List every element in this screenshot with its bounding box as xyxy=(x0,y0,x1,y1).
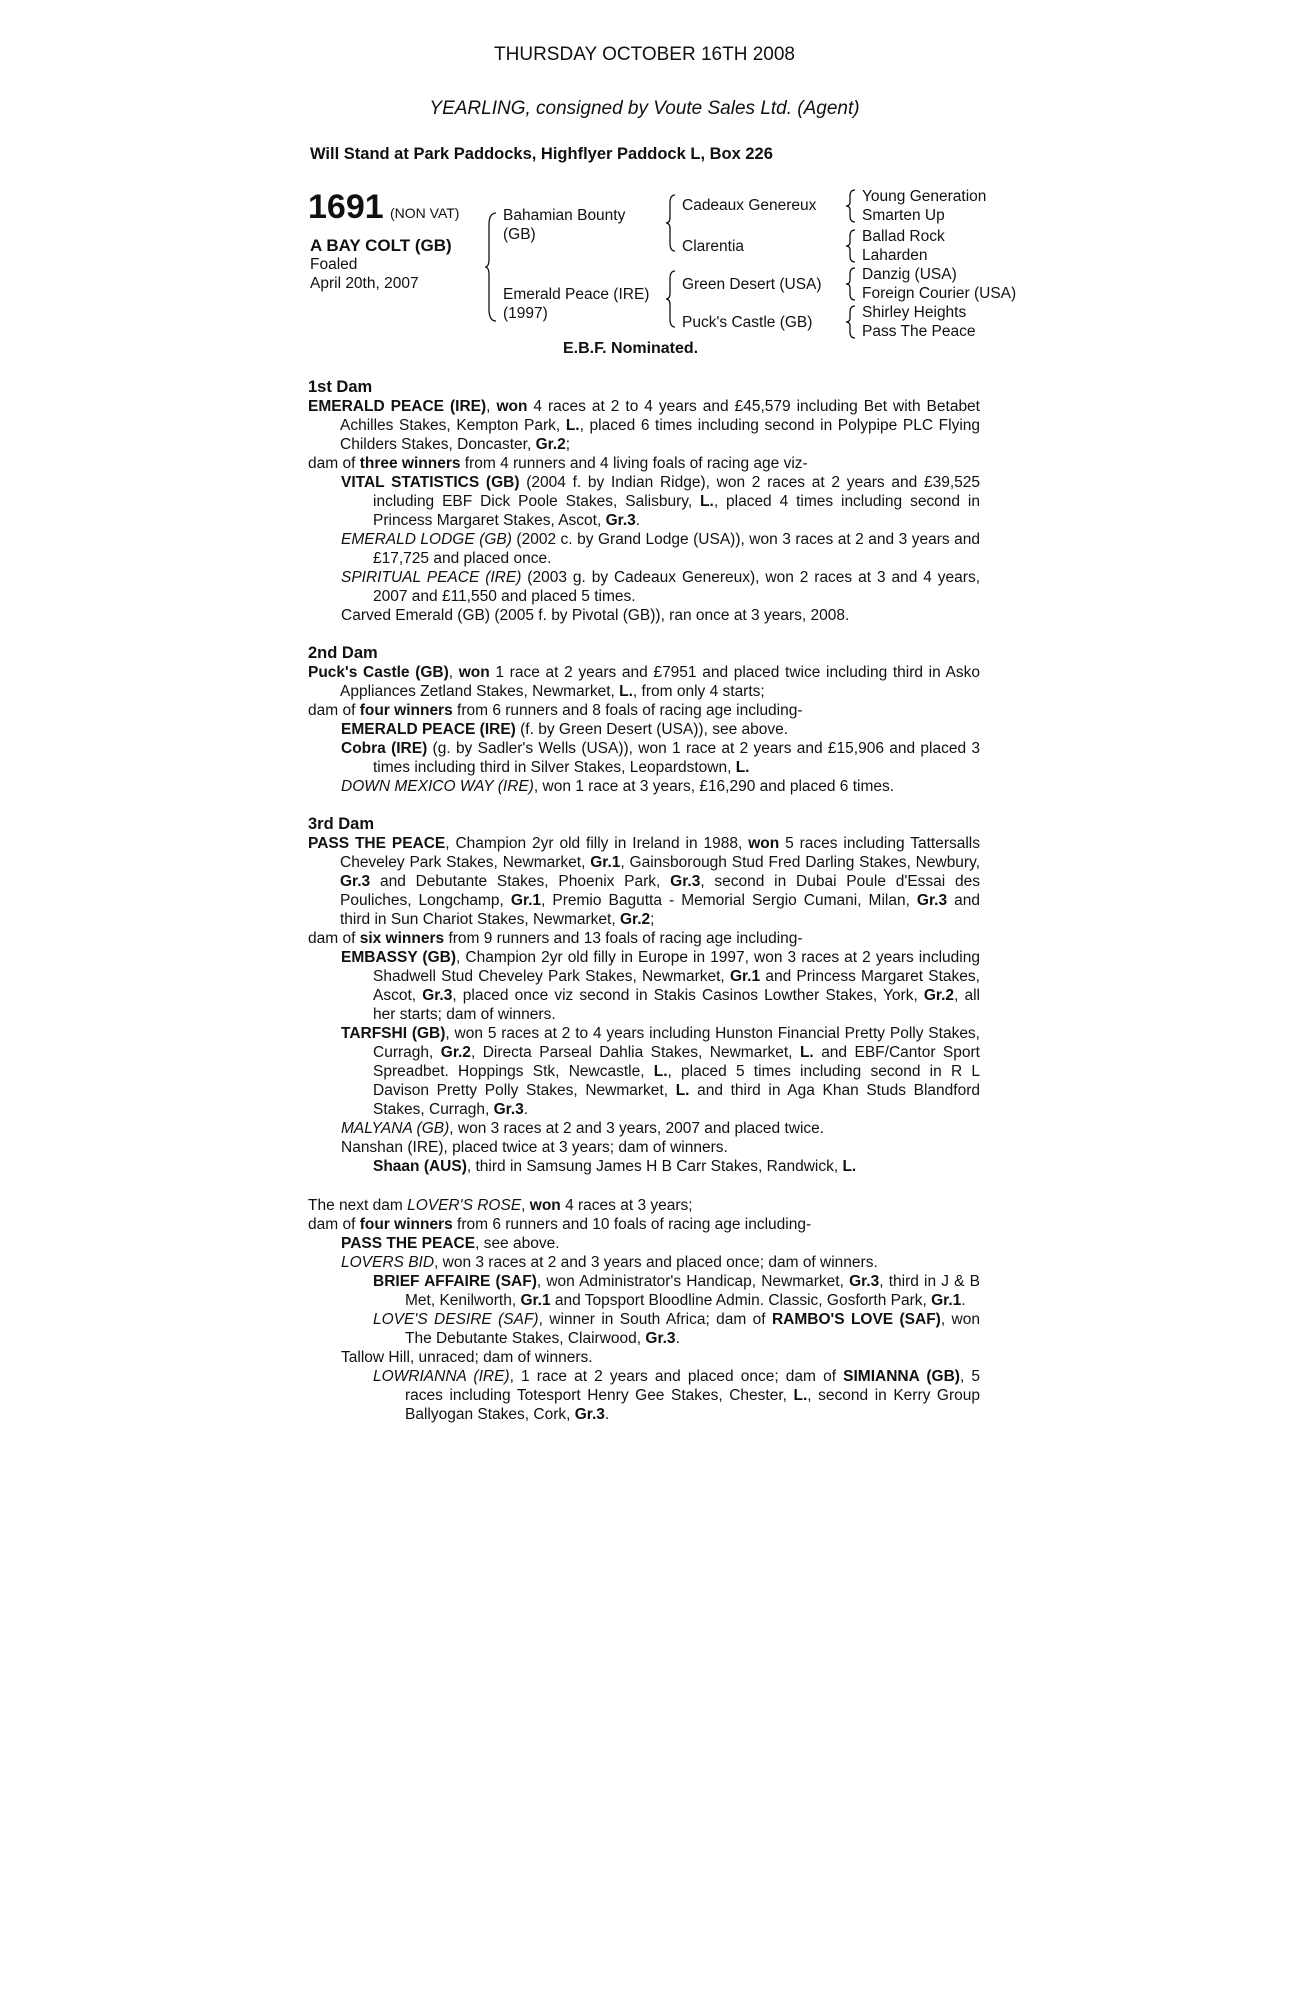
text-run: , third in Samsung James H B Carr Stakes, Randwick, xyxy=(466,1158,843,1175)
bold-text-run: SIMIANNA (GB) xyxy=(843,1368,960,1385)
text-run: dam of xyxy=(308,930,360,947)
bold-text-run: VITAL STATISTICS (GB) xyxy=(341,474,520,491)
bold-text-run: PASS THE PEACE xyxy=(308,835,446,852)
text-run: , xyxy=(521,1197,530,1214)
third-dam-heading: 3rd Dam xyxy=(308,815,375,833)
text-run: 4 races at 2 to 4 years and £45,579 including Bet with Betabet Achilles Stakes, Kempton Park, xyxy=(340,398,980,434)
text-run: from 9 runners and 13 foals of racing age including- xyxy=(444,930,803,947)
text-run: , placed 6 times including second in Polypipe PLC Flying Childers Stakes, Doncaster, xyxy=(340,417,981,453)
bold-text-run: L. xyxy=(842,1158,857,1175)
text-run: , placed 4 times including second in Princess Margaret Stakes, Ascot, xyxy=(373,493,980,529)
third-dam-produce-summary xyxy=(308,929,980,948)
bold-text-run: TARFSHI (GB) xyxy=(341,1025,446,1042)
second-dam-section xyxy=(308,644,980,796)
italic-text-run: LOVER'S ROSE xyxy=(407,1197,522,1214)
text-run: and EBF/Cantor Sport Spreadbet. Hoppings Stk, Newcastle, xyxy=(373,1044,980,1080)
text-run: . xyxy=(675,1330,680,1347)
bold-text-run: L. xyxy=(793,1387,808,1404)
bold-text-run: won xyxy=(458,664,490,681)
pedigree-sds: Ballad Rock xyxy=(862,228,945,245)
bold-text-run: Gr.3 xyxy=(849,1273,880,1290)
produce-entry xyxy=(308,1272,980,1310)
text-run: ; xyxy=(565,436,571,453)
lot-number: 1691 xyxy=(308,188,384,226)
text-run: 4 races at 3 years; xyxy=(560,1197,693,1214)
next-dam-section xyxy=(308,1196,980,1424)
text-run: , Gainsborough Stud Fred Darling Stakes, Newbury, xyxy=(620,854,980,871)
text-run: and third in Sun Chariot Stakes, Newmarket, xyxy=(340,892,980,928)
text-run: 5 races including Tattersalls Cheveley Park Stakes, Newmarket, xyxy=(340,835,980,871)
pedigree-brace-sd xyxy=(845,228,857,264)
bold-text-run: Gr.2 xyxy=(923,987,955,1004)
produce-entry xyxy=(308,948,980,1024)
pedigree-brace-dd xyxy=(845,304,857,340)
next-dam-produce-summary xyxy=(308,1215,980,1234)
next-dam-record xyxy=(308,1196,980,1215)
text-run: , winner in South Africa; dam of xyxy=(538,1311,772,1328)
bold-text-run: RAMBO'S LOVE (SAF) xyxy=(771,1311,941,1328)
foaled-label: Foaled xyxy=(310,256,358,273)
pedigree-brace-gen1 xyxy=(484,211,498,323)
text-run: ; xyxy=(650,911,655,928)
bold-text-run: Gr.2 xyxy=(440,1044,471,1061)
bold-text-run: Gr.1 xyxy=(520,1292,551,1309)
pedigree-sdd: Laharden xyxy=(862,247,928,264)
bold-text-run: L. xyxy=(565,417,580,434)
bold-text-run: L. xyxy=(735,759,750,776)
vat-status: (NON VAT) xyxy=(390,205,460,221)
sire-name: Bahamian Bounty xyxy=(503,207,626,224)
text-run: , second in Kerry Group Ballyogan Stakes, Cork, xyxy=(405,1387,980,1423)
text-run: . xyxy=(635,512,641,529)
text-run: , placed 5 times including second in R L Davison Pretty Polly Stakes, Newmarket, xyxy=(373,1063,980,1099)
text-run: , from only 4 starts; xyxy=(632,683,765,700)
pedigree-brace-dam xyxy=(665,269,677,329)
text-run: , won 3 races at 2 and 3 years and placed once; dam of winners. xyxy=(434,1254,878,1271)
text-run: (2002 c. by Grand Lodge (USA)), won 3 races at 2 and 3 years and £17,725 and placed once. xyxy=(373,531,981,567)
bold-text-run: Gr.3 xyxy=(670,873,701,890)
produce-entry xyxy=(308,1024,980,1119)
italic-text-run: DOWN MEXICO WAY (IRE) xyxy=(341,778,534,795)
bold-text-run: six winners xyxy=(359,930,445,947)
italic-text-run: LOVE'S DESIRE (SAF) xyxy=(373,1311,539,1328)
pedigree-dam-sire: Green Desert (USA) xyxy=(682,276,822,293)
text-run: , won 5 races at 2 to 4 years including Hunston Financial Pretty Polly Stakes, Curragh, xyxy=(373,1025,980,1061)
italic-text-run: MALYANA (GB) xyxy=(341,1120,450,1137)
bold-text-run: won xyxy=(496,398,528,415)
bold-text-run: EMERALD PEACE (IRE) xyxy=(308,398,487,415)
pedigree-dss: Danzig (USA) xyxy=(862,266,957,283)
first-dam-produce-summary xyxy=(308,454,980,473)
text-run: , won The Debutante Stakes, Clairwood, xyxy=(405,1311,980,1347)
bold-text-run: Gr.3 xyxy=(493,1101,524,1118)
text-run: (g. by Sadler's Wells (USA)), won 1 race at 2 years and £15,906 and placed 3 times including third in Silver Stakes, Leopardstown, xyxy=(373,740,980,776)
bold-text-run: Gr.3 xyxy=(340,873,371,890)
text-run: , Directa Parseal Dahlia Stakes, Newmarket, xyxy=(470,1044,800,1061)
text-run: , all her starts; dam of winners. xyxy=(373,987,980,1023)
text-run: , won 3 races at 2 and 3 years, 2007 and placed twice. xyxy=(449,1120,825,1137)
second-dam-heading: 2nd Dam xyxy=(308,644,378,662)
pedigree-ssd: Smarten Up xyxy=(862,207,945,224)
first-dam-section xyxy=(308,378,980,625)
bold-text-run: Gr.3 xyxy=(645,1330,676,1347)
bold-text-run: Gr.1 xyxy=(510,892,542,909)
ebf-nomination: E.B.F. Nominated. xyxy=(563,340,699,357)
pedigree-dam-dam: Puck's Castle (GB) xyxy=(682,314,813,331)
text-run: , Champion 2yr old filly in Ireland in 1988, xyxy=(445,835,749,852)
text-run: , second in Dubai Poule d'Essai des Pouliches, Longchamp, xyxy=(340,873,980,909)
text-run: , won Administrator's Handicap, Newmarket, xyxy=(536,1273,850,1290)
text-run: Carved Emerald (GB) (2005 f. by Pivotal (GB)), ran once at 3 years, 2008. xyxy=(341,607,850,624)
second-dam-produce-summary xyxy=(308,701,980,720)
bold-text-run: four winners xyxy=(359,702,453,719)
bold-text-run: won xyxy=(529,1197,561,1214)
pedigree-brace-ds xyxy=(845,266,857,302)
produce-entry xyxy=(308,473,980,530)
italic-text-run: SPIRITUAL PEACE (IRE) xyxy=(341,569,522,586)
text-run: 1 race at 2 years and £7951 and placed twice including third in Asko Appliances Zetland Stakes, Newmarket, xyxy=(340,664,981,700)
italic-text-run: EMERALD LODGE (GB) xyxy=(341,531,512,548)
text-run: from 4 runners and 4 living foals of racing age viz- xyxy=(460,455,808,472)
bold-text-run: Gr.2 xyxy=(619,911,651,928)
produce-entry xyxy=(308,1157,980,1176)
bold-text-run: Gr.3 xyxy=(605,512,636,529)
stand-location: Will Stand at Park Paddocks, Highflyer Paddock L, Box 226 xyxy=(310,145,773,163)
second-dam-record xyxy=(308,663,980,701)
third-dam-section xyxy=(308,815,980,1176)
produce-entry xyxy=(308,1310,980,1348)
produce-entry xyxy=(308,1348,980,1367)
pedigree-sire-sire: Cadeaux Genereux xyxy=(682,197,817,214)
produce-entry xyxy=(308,739,980,777)
italic-text-run: LOVERS BID xyxy=(341,1254,435,1271)
pedigree-brace-ss xyxy=(845,188,857,224)
text-run: and third in Aga Khan Studs Blandford Stakes, Curragh, xyxy=(373,1082,980,1118)
dam-name: Emerald Peace (IRE) xyxy=(503,286,650,303)
pedigree-ddd: Pass The Peace xyxy=(862,323,976,340)
text-run: (2004 f. by Indian Ridge), won 2 races at 2 years and £39,525 including EBF Dick Poole Stakes, Salisbury, xyxy=(373,474,980,510)
text-run: . xyxy=(961,1292,966,1309)
bold-text-run: four winners xyxy=(359,1216,453,1233)
text-run: from 6 runners and 8 foals of racing age including- xyxy=(452,702,803,719)
bold-text-run: Gr.3 xyxy=(422,987,453,1004)
bold-text-run: Shaan (AUS) xyxy=(373,1158,467,1175)
text-run: , xyxy=(448,664,459,681)
bold-text-run: BRIEF AFFAIRE (SAF) xyxy=(373,1273,537,1290)
produce-entry xyxy=(308,1234,980,1253)
text-run: , Premio Bagutta - Memorial Sergio Cumani, Milan, xyxy=(541,892,917,909)
produce-entry xyxy=(308,606,980,625)
sale-date: THURSDAY OCTOBER 16TH 2008 xyxy=(494,44,795,65)
text-run: , see above. xyxy=(475,1235,560,1252)
bold-text-run: L. xyxy=(653,1063,668,1080)
horse-name: A BAY COLT (GB) xyxy=(310,236,452,255)
produce-entry xyxy=(308,1253,980,1272)
bold-text-run: Cobra (IRE) xyxy=(341,740,428,757)
text-run: . xyxy=(523,1101,529,1118)
text-run: and Princess Margaret Stakes, Ascot, xyxy=(373,968,980,1004)
sire-origin: (GB) xyxy=(503,226,536,243)
bold-text-run: Gr.1 xyxy=(729,968,761,985)
produce-entry xyxy=(308,1138,980,1157)
pedigree-sire-dam: Clarentia xyxy=(682,238,745,255)
bold-text-run: EMERALD PEACE (IRE) xyxy=(341,721,516,738)
text-run: (f. by Green Desert (USA)), see above. xyxy=(515,721,789,738)
bold-text-run: L. xyxy=(799,1044,814,1061)
produce-entry xyxy=(308,568,980,606)
bold-text-run: L. xyxy=(675,1082,690,1099)
first-dam-record xyxy=(308,397,980,454)
produce-entry xyxy=(308,1119,980,1138)
text-run: The next dam xyxy=(308,1197,408,1214)
text-run: , third in J & B Met, Kenilworth, xyxy=(405,1273,981,1309)
bold-text-run: three winners xyxy=(359,455,461,472)
produce-entry xyxy=(308,530,980,568)
bold-text-run: PASS THE PEACE xyxy=(341,1235,476,1252)
bold-text-run: Gr.1 xyxy=(590,854,621,871)
pedigree-dds: Shirley Heights xyxy=(862,304,967,321)
bold-text-run: L. xyxy=(700,493,714,510)
produce-entry xyxy=(308,777,980,796)
first-dam-heading: 1st Dam xyxy=(308,378,373,396)
bold-text-run: L. xyxy=(619,683,633,700)
pedigree-sss: Young Generation xyxy=(862,188,987,205)
dam-year: (1997) xyxy=(503,305,548,322)
bold-text-run: Gr.1 xyxy=(931,1292,962,1309)
third-dam-record xyxy=(308,834,980,929)
consignor-line: YEARLING, consigned by Voute Sales Ltd. (Agent) xyxy=(429,98,860,119)
text-run: , Champion 2yr old filly in Europe in 1997, won 3 races at 2 years including Shadwell Stud Cheveley Park Stakes, Newmarket, xyxy=(373,949,980,985)
bold-text-run: Gr.3 xyxy=(916,892,948,909)
text-run: , 1 race at 2 years and placed once; dam of xyxy=(509,1368,844,1385)
text-run: , xyxy=(486,398,497,415)
text-run: and Topsport Bloodline Admin. Classic, Gosforth Park, xyxy=(550,1292,932,1309)
text-run: . xyxy=(604,1406,610,1423)
italic-text-run: LOWRIANNA (IRE) xyxy=(373,1368,510,1385)
text-run: Nanshan (IRE), placed twice at 3 years; dam of winners. xyxy=(341,1139,728,1156)
bold-text-run: Gr.3 xyxy=(574,1406,605,1423)
bold-text-run: EMBASSY (GB) xyxy=(341,949,457,966)
pedigree-dsd: Foreign Courier (USA) xyxy=(862,285,1017,302)
text-run: , placed once viz second in Stakis Casinos Lowther Stakes, York, xyxy=(452,987,924,1004)
bold-text-run: Puck's Castle (GB) xyxy=(308,664,449,681)
text-run: dam of xyxy=(308,1216,360,1233)
text-run: (2003 g. by Cadeaux Genereux), won 2 races at 3 and 4 years, 2007 and £11,550 and placed 5 times. xyxy=(373,569,980,605)
pedigree-dam xyxy=(503,285,649,323)
bold-text-run: won xyxy=(748,835,780,852)
text-run: Tallow Hill, unraced; dam of winners. xyxy=(341,1349,593,1366)
bold-text-run: Gr.2 xyxy=(535,436,566,453)
produce-entry xyxy=(308,1367,980,1424)
text-run: dam of xyxy=(308,702,360,719)
text-run: and Debutante Stakes, Phoenix Park, xyxy=(370,873,671,890)
foaled-date: April 20th, 2007 xyxy=(310,275,419,292)
pedigree-brace-sire xyxy=(665,193,677,253)
text-run: , 5 races including Totesport Henry Gee Stakes, Chester, xyxy=(405,1368,980,1404)
produce-entry xyxy=(308,720,980,739)
text-run: , won 1 race at 3 years, £16,290 and placed 6 times. xyxy=(533,778,895,795)
text-run: from 6 runners and 10 foals of racing age including- xyxy=(452,1216,812,1233)
text-run: dam of xyxy=(308,455,360,472)
pedigree-sire xyxy=(503,206,625,244)
